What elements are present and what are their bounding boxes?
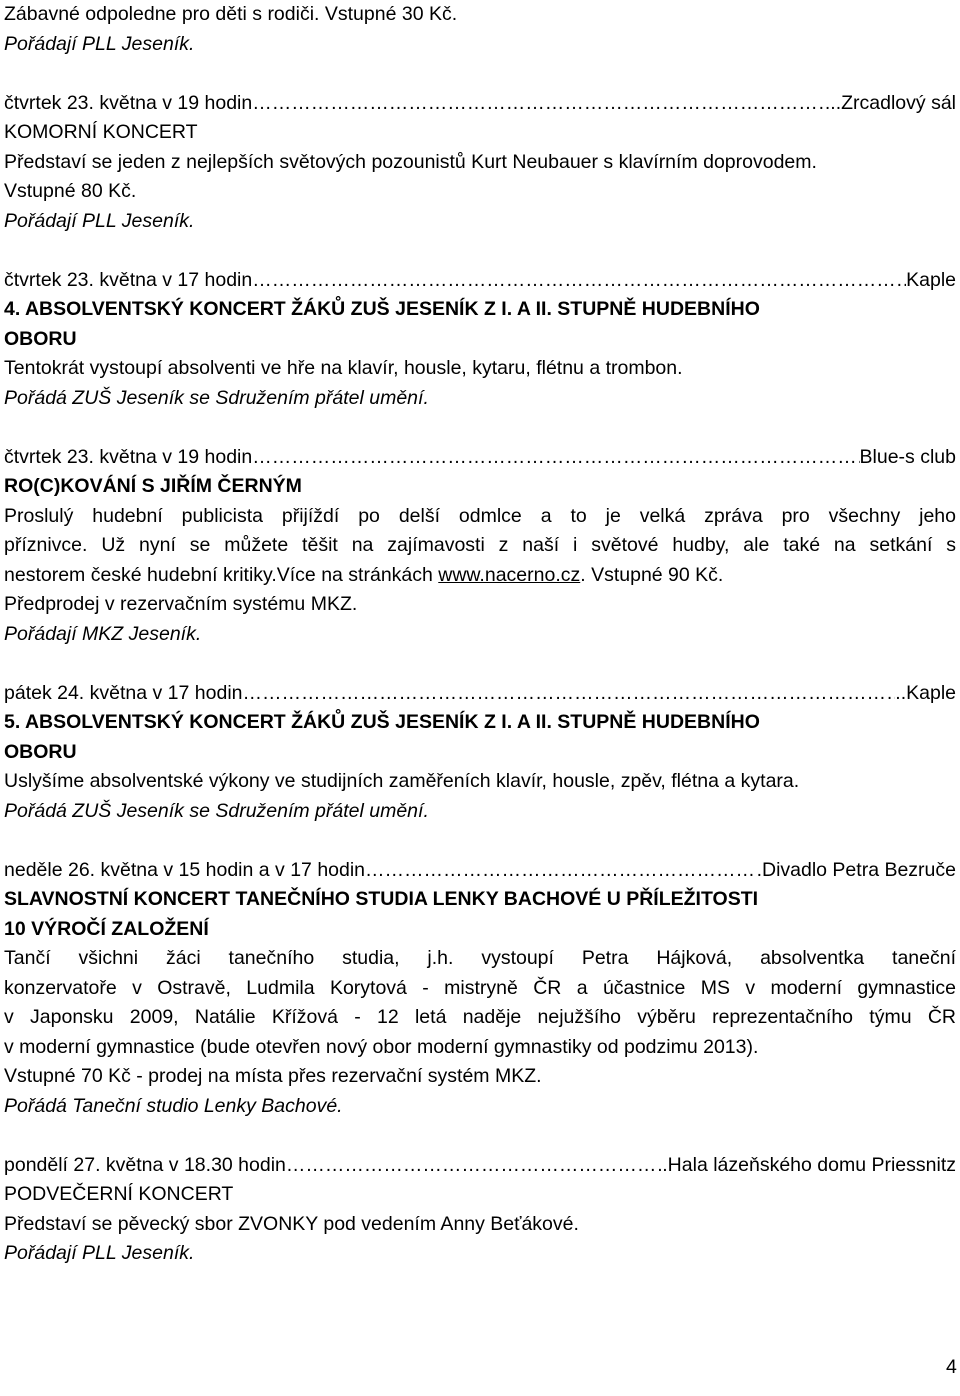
event-price: Vstupné 80 Kč. <box>4 180 137 202</box>
event-description-line: v moderní gymnastice (bude otevřen nový obor moderní gymnastiky od podzimu 2013). <box>4 1035 759 1058</box>
event-description-line: Tančí všichni žáci tanečního studia, j.h. vystoupí Petra Hájková, absolventka taneční <box>4 947 956 969</box>
event-venue: .Divadlo Petra Bezruče <box>756 858 956 881</box>
event-schedule <box>4 856 956 886</box>
event-description-line: příznivce. Už nyní se můžete těšit na zajímavosti z naší i světové hudby, ale také na setkání s <box>4 534 956 556</box>
event-venue: Kaple <box>906 268 956 291</box>
event-description-line: v Japonsku 2009, Natálie Křížová - 12 letá naděje nejužšího výběru reprezentačního týmu ČR <box>4 1006 956 1028</box>
event-title: KOMORNÍ KONCERT <box>4 121 198 143</box>
event-description: Tentokrát vystoupí absolventi ve hře na klavír, housle, kytaru, flétnu a trombon. <box>4 357 683 379</box>
event-description: Představí se pěvecký sbor ZVONKY pod vedením Anny Beťákové. <box>4 1212 579 1235</box>
event-organizer: Pořádá ZUŠ Jeseník se Sdružením přátel umění. <box>4 386 429 409</box>
event-organizer: Pořádají PLL Jeseník. <box>4 1242 195 1264</box>
event-title-cont: OBORU <box>4 740 77 763</box>
event-schedule <box>4 679 956 709</box>
event-date: pondělí 27. května v 18.30 hodin <box>4 1153 286 1176</box>
event-title: SLAVNOSTNÍ KONCERT TANEČNÍHO STUDIA LENKY BACHOVÉ U PŘÍLEŽITOSTI <box>4 888 759 910</box>
event-absolventsky-koncert-5 <box>4 679 956 827</box>
event-price: . Vstupné 90 Kč. <box>580 563 724 586</box>
dot-leader <box>252 443 859 473</box>
intro-text: Zábavné odpoledne pro děti s rodiči. Vstupné 30 Kč. <box>4 3 458 25</box>
event-date: čtvrtek 23. května v 19 hodin <box>4 445 253 468</box>
event-komorni-koncert <box>4 89 956 237</box>
event-title: RO(C)KOVÁNÍ S JIŘÍM ČERNÝM <box>4 475 302 497</box>
event-title: PODVEČERNÍ KONCERT <box>4 1183 234 1205</box>
event-organizer: Pořádají PLL Jeseník. <box>4 209 195 232</box>
intro-organizer: Pořádají PLL Jeseník. <box>4 32 195 55</box>
document-page <box>4 0 956 1269</box>
event-rockovani <box>4 443 956 650</box>
website-link[interactable]: www.nacerno.cz <box>438 563 581 586</box>
event-slavnostni-koncert <box>4 856 956 1122</box>
event-absolventsky-koncert-4 <box>4 266 956 414</box>
event-title-cont: 10 VÝROČÍ ZALOŽENÍ <box>4 917 209 940</box>
event-organizer: Pořádá Taneční studio Lenky Bachové. <box>4 1094 343 1117</box>
event-date: čtvrtek 23. května v 19 hodin <box>4 91 253 114</box>
event-description-text: nestorem české hudební kritiky.Více na stránkách <box>4 563 439 586</box>
event-venue: ...Zrcadlový sál <box>824 91 956 114</box>
event-organizer: Pořádá ZUŠ Jeseník se Sdružením přátel umění. <box>4 799 429 822</box>
event-title-cont: OBORU <box>4 327 77 350</box>
dot-leader <box>243 679 896 709</box>
dot-leader <box>252 89 825 119</box>
event-description: Uslyšíme absolventské výkony ve studijních zaměřeních klavír, housle, zpěv, flétna a kytara. <box>4 770 800 792</box>
event-date: neděle 26. května v 15 hodin a v 17 hodin <box>4 858 366 881</box>
event-description-line: konzervatoře v Ostravě, Ludmila Korytová - mistryně ČR a účastnice MS v moderní gymnastice <box>4 976 956 999</box>
event-presale: Předprodej v rezervačním systému MKZ. <box>4 593 358 615</box>
event-date: čtvrtek 23. května v 17 hodin <box>4 268 253 291</box>
dot-leader <box>252 266 906 296</box>
page-number: 4 <box>946 1356 957 1378</box>
event-price: Vstupné 70 Kč - prodej na místa přes rezervační systém MKZ. <box>4 1065 542 1087</box>
event-description-line: Proslulý hudební publicista přijíždí po delší odmlce a to je velká zpráva pro všechny jeho <box>4 504 956 527</box>
event-venue: ..Kaple <box>895 681 956 704</box>
event-title: 5. ABSOLVENTSKÝ KONCERT ŽÁKŮ ZUŠ JESENÍK Z I. A II. STUPNĚ HUDEBNÍHO <box>4 711 760 733</box>
event-schedule <box>4 266 956 296</box>
event-organizer: Pořádají MKZ Jeseník. <box>4 622 202 645</box>
event-venue: .Hala lázeňského domu Priessnitz <box>662 1153 956 1176</box>
event-schedule <box>4 89 956 119</box>
event-schedule <box>4 443 956 473</box>
event-date: pátek 24. května v 17 hodin <box>4 681 243 704</box>
event-title: 4. ABSOLVENTSKÝ KONCERT ŽÁKŮ ZUŠ JESENÍK Z I. A II. STUPNĚ HUDEBNÍHO <box>4 298 760 320</box>
dot-leader <box>365 856 757 886</box>
event-description-line <box>4 561 956 591</box>
event-description: Představí se jeden z nejlepších světových pozounistů Kurt Neubauer s klavírním doprovodem. <box>4 150 817 173</box>
event-venue: Blue-s club <box>859 445 956 468</box>
dot-leader <box>286 1151 662 1181</box>
event-podvecerni-koncert <box>4 1151 956 1269</box>
event-schedule <box>4 1151 956 1181</box>
